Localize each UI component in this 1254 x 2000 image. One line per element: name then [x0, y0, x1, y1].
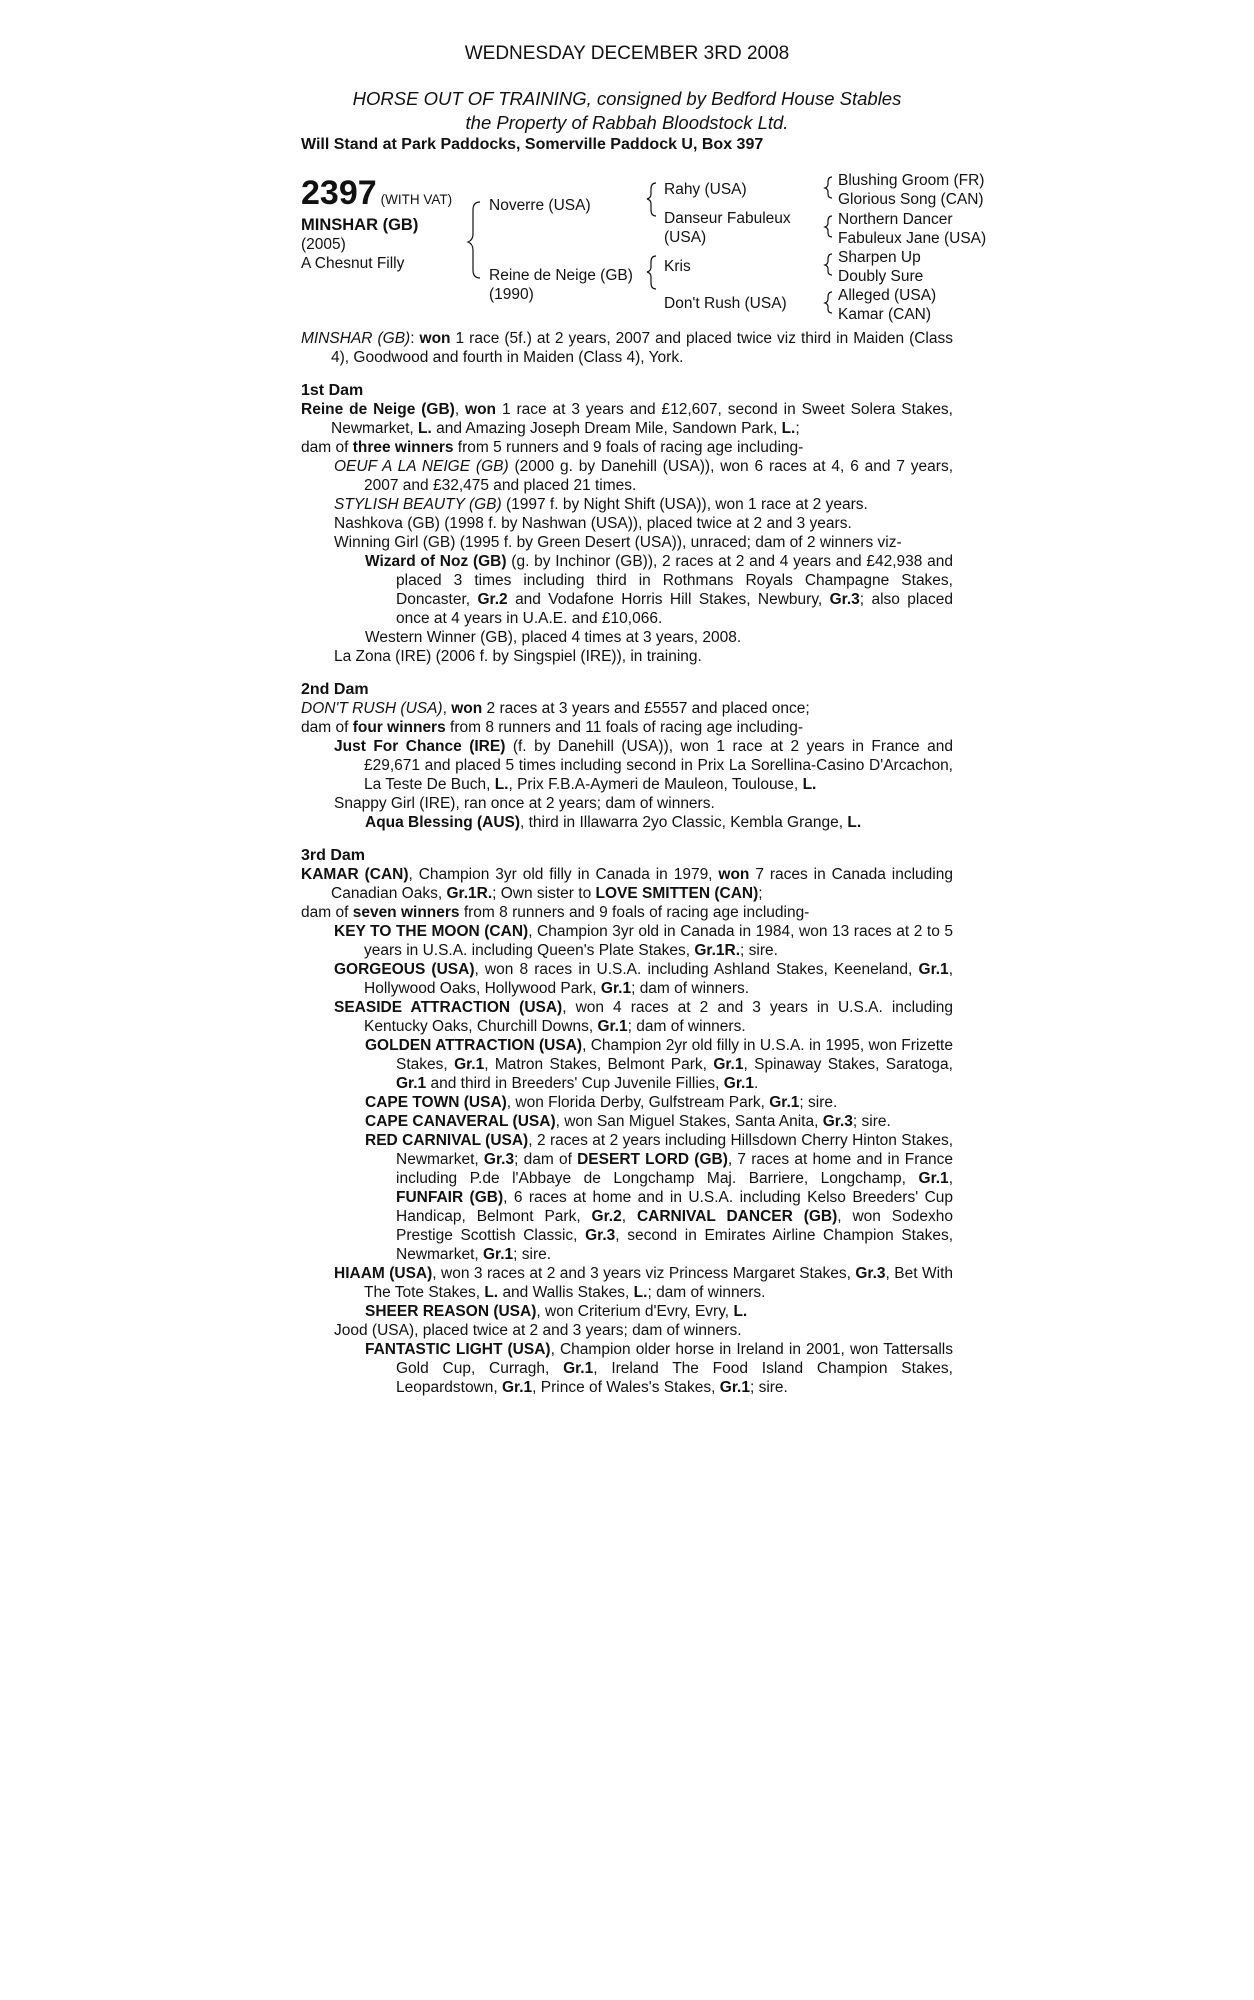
grade-label: Gr.1	[597, 1018, 628, 1035]
produce-name: RED CARNIVAL (USA)	[365, 1132, 529, 1149]
produce-entry	[301, 1340, 953, 1397]
dam-dam-dam: Kamar (CAN)	[838, 306, 932, 323]
produce-text: ,	[948, 1170, 953, 1187]
listed-label: L.	[733, 1303, 748, 1320]
produce-name: Wizard of Noz (GB)	[365, 553, 507, 570]
produce-name: CAPE TOWN (USA)	[365, 1094, 507, 1111]
grade-label: Gr.1	[483, 1246, 514, 1263]
listed-label: L.	[633, 1284, 648, 1301]
produce-text: ; sire.	[740, 942, 778, 959]
listed-label: L.	[418, 420, 432, 437]
record-text: , Champion 3yr old filly in Canada in 1979,	[408, 866, 713, 883]
record-text: 1 race at 3 years and £12,607, second in Sweet Solera Stakes, Newmarket,	[331, 401, 953, 437]
produce-entry	[301, 813, 953, 832]
produce-name: CARNIVAL DANCER (GB)	[636, 1208, 838, 1225]
listed-label: L.	[781, 420, 796, 437]
summary-text: from 8 runners and 11 foals of racing age including-	[450, 719, 804, 736]
consignor-line-1: HORSE OUT OF TRAINING, consigned by Bedford House Stables	[352, 88, 902, 109]
third-dam-record	[301, 865, 953, 903]
produce-text: , won Sodexho Prestige Scottish Classic,	[396, 1208, 953, 1244]
listed-label: L.	[494, 776, 509, 793]
produce-name: STYLISH BEAUTY (GB)	[334, 496, 502, 513]
produce-entry: Nashkova (GB) (1998 f. by Nashwan (USA)), placed twice at 2 and 3 years.	[334, 515, 852, 532]
produce-text: ,	[621, 1208, 627, 1225]
grade-label: Gr.3	[855, 1265, 886, 1282]
record-text: ; Own sister to	[492, 885, 592, 902]
won-label: won	[451, 700, 483, 717]
record-text: 7 races in Canada including Canadian Oaks,	[331, 866, 953, 902]
produce-entry: Snappy Girl (IRE), ran once at 2 years; dam of winners.	[334, 795, 715, 812]
horse-description: A Chesnut Filly	[301, 255, 405, 272]
produce-text: , third in Illawarra 2yo Classic, Kembla Grange,	[520, 814, 844, 831]
produce-entry	[301, 552, 953, 628]
race-record-text: 1 race (5f.) at 2 years, 2007 and placed twice viz third in Maiden (Class 4), Goodwood and fourth in Maiden (Class 4), York.	[331, 330, 953, 366]
produce-entry: Jood (USA), placed twice at 2 and 3 years; dam of winners.	[334, 1322, 742, 1339]
produce-name: SHEER REASON (USA)	[365, 1303, 537, 1320]
grade-label: Gr.3	[483, 1151, 515, 1168]
produce-text: , won Criterium d'Evry, Evry,	[536, 1303, 730, 1320]
produce-entry	[301, 1264, 953, 1302]
produce-entry	[301, 960, 953, 998]
listed-label: L.	[847, 814, 862, 831]
grade-label: Gr.1	[563, 1360, 594, 1377]
produce-name: FANTASTIC LIGHT (USA)	[365, 1341, 551, 1358]
sire-dam-sire: Northern Dancer	[838, 211, 953, 228]
produce-name: OEUF A LA NEIGE (GB)	[334, 458, 509, 475]
summary-text: dam of	[301, 719, 349, 736]
won-label: won	[718, 866, 750, 883]
won-label: won	[465, 401, 497, 418]
produce-text: ; dam of winners.	[647, 1284, 766, 1301]
produce-text: , won 3 races at 2 and 3 years viz Princess Margaret Stakes,	[432, 1265, 851, 1282]
catalogue-page	[301, 43, 987, 1397]
first-dam-record: Reine de Neige (GB), won 1 race at 3 years and £12,607, second in Sweet Solera Stakes, Newmarket, L. and Amazing Joseph Dream Mile, Sandown Park, L.;	[301, 401, 953, 437]
sire-sire: Rahy (USA)	[664, 181, 747, 198]
sire-sire-dam: Glorious Song (CAN)	[838, 191, 984, 208]
stand-location: Will Stand at Park Paddocks, Somerville Paddock U, Box 397	[301, 136, 764, 153]
dam-line-2: (1990)	[489, 286, 534, 303]
second-dam-heading: 2nd Dam	[301, 681, 369, 698]
produce-entry	[301, 457, 953, 495]
dam-dam-sire: Alleged (USA)	[838, 287, 937, 304]
third-dam-heading: 3rd Dam	[301, 847, 366, 864]
produce-text: .	[753, 1075, 759, 1092]
produce-entry	[301, 737, 953, 794]
produce-text: , 2 races at 2 years including Hillsdown Cherry Hinton Stakes, Newmarket,	[396, 1132, 954, 1168]
produce-entry	[301, 1131, 953, 1264]
horse-year: (2005)	[301, 236, 346, 253]
produce-name: CAPE CANAVERAL (USA)	[365, 1113, 556, 1130]
grade-label: Gr.1	[769, 1094, 800, 1111]
produce-text: ; sire.	[852, 1113, 891, 1130]
winner-count: seven winners	[352, 904, 460, 921]
produce-text: , 6 races at home and in U.S.A. including Kelso Breeders' Cup Handicap, Belmont Park,	[396, 1189, 953, 1225]
summary-text: from 8 runners and 9 foals of racing age including-	[463, 904, 810, 921]
produce-name: DESERT LORD (GB)	[577, 1151, 728, 1168]
grade-label: Gr.2	[477, 591, 508, 608]
produce-text: ; also placed once at 4 years in U.A.E. and £10,066.	[396, 591, 953, 627]
consignor-line-2: the Property of Rabbah Bloodstock Ltd.	[465, 112, 789, 133]
horse-name: MINSHAR (GB)	[301, 216, 419, 234]
produce-text: , Champion older horse in Ireland in 2001, won Tattersalls Gold Cup, Curragh,	[396, 1341, 953, 1377]
produce-entry	[301, 922, 953, 960]
produce-text: , won 8 races in U.S.A. including Ashland Stakes, Keeneland,	[474, 961, 913, 978]
grade-label: Gr.1	[719, 1379, 750, 1396]
record-text: ;	[795, 420, 800, 437]
produce-entry: La Zona (IRE) (2006 f. by Singspiel (IRE)), in training.	[334, 648, 702, 665]
dam-line-1: Reine de Neige (GB)	[489, 267, 633, 284]
produce-name: KEY TO THE MOON (CAN)	[334, 923, 529, 940]
produce-text: , Spinaway Stakes, Saratoga,	[743, 1056, 953, 1073]
sire: Noverre (USA)	[489, 197, 591, 214]
produce-text: (g. by Inchinor (GB)), 2 races at 2 and 4 years and £42,938 and placed 3 times including third in Rothmans Royals Champagne Stakes, Doncaster,	[396, 553, 953, 608]
grade-label: Gr.1	[502, 1379, 533, 1396]
produce-text: , second in Emirates Airline Champion Stakes, Newmarket,	[396, 1227, 954, 1263]
winner-count: three winners	[352, 439, 454, 456]
produce-text: , won Florida Derby, Gulfstream Park,	[506, 1094, 765, 1111]
produce-name: Aqua Blessing (AUS)	[365, 814, 521, 831]
produce-text: and Wallis Stakes,	[502, 1284, 630, 1301]
grade-label: Gr.1	[723, 1075, 754, 1092]
dam-dam: Don't Rush (USA)	[664, 295, 787, 312]
listed-label: L.	[484, 1284, 499, 1301]
summary-text: dam of	[301, 904, 349, 921]
produce-text: , Ireland The Food Island Champion Stakes, Leopardstown,	[396, 1360, 953, 1396]
produce-name: GOLDEN ATTRACTION (USA)	[365, 1037, 583, 1054]
produce-text: , 7 races at home and in France including P.de l'Abbaye de Longchamp Maj. Barriere, Longchamp,	[396, 1151, 954, 1187]
sire-dam-line-1: Danseur Fabuleux	[664, 210, 791, 227]
produce-name: SEASIDE ATTRACTION (USA)	[334, 999, 563, 1016]
record-text: and Amazing Joseph Dream Mile, Sandown Park,	[436, 420, 778, 437]
dam-sire: Kris	[664, 258, 691, 275]
second-dam-section	[301, 680, 953, 832]
first-dam-name: Reine de Neige (GB)	[301, 401, 455, 418]
grade-label: Gr.1	[396, 1075, 427, 1092]
second-dam-record: DON'T RUSH (USA), won 2 races at 3 years and £5557 and placed once;	[301, 700, 810, 717]
race-record: MINSHAR (GB): won 1 race (5f.) at 2 years, 2007 and placed twice viz third in Maiden (Class 4), Goodwood and fourth in Maiden (Class 4), York.	[301, 330, 953, 366]
dam-sire-dam: Doubly Sure	[838, 268, 924, 285]
second-dam-produce-summary	[301, 718, 953, 737]
race-record-name: MINSHAR (GB)	[301, 330, 411, 347]
sire-dam-line-2: (USA)	[664, 229, 707, 246]
produce-text: , Hollywood Oaks, Hollywood Park,	[364, 961, 953, 997]
record-text: ;	[758, 885, 763, 902]
third-dam-produce-summary	[301, 903, 953, 922]
produce-entry	[301, 1036, 953, 1093]
grade-label: Gr.1	[600, 980, 632, 997]
grade-label: Gr.3	[585, 1227, 616, 1244]
vat-note: (WITH VAT)	[380, 192, 453, 207]
produce-name: FUNFAIR (GB)	[396, 1189, 504, 1206]
grade-label: Gr.1	[918, 1170, 949, 1187]
sister-name: LOVE SMITTEN (CAN)	[595, 885, 759, 902]
produce-text: ; dam of winners.	[627, 1018, 746, 1035]
grade-label: Gr.1	[454, 1056, 485, 1073]
produce-entry	[301, 998, 953, 1036]
produce-text: , won San Miguel Stakes, Santa Anita,	[555, 1113, 819, 1130]
produce-text: ; dam of	[514, 1151, 572, 1168]
produce-text: , Champion 3yr old in Canada in 1984, won 13 races at 2 to 5 years in U.S.A. including Queen's Plate Stakes,	[364, 923, 953, 959]
produce-entry: Winning Girl (GB) (1995 f. by Green Desert (USA)), unraced; dam of 2 winners viz-	[334, 534, 902, 551]
grade-label: Gr.3	[829, 591, 860, 608]
winner-count: four winners	[352, 719, 446, 736]
produce-text: and third in Breeders' Cup Juvenile Fillies,	[430, 1075, 720, 1092]
produce-text: ; dam of winners.	[631, 980, 750, 997]
summary-text: dam of	[301, 439, 349, 456]
produce-text: ; sire.	[799, 1094, 838, 1111]
pedigree-block	[301, 172, 987, 329]
first-dam-section	[301, 381, 953, 666]
grade-label: Gr.2	[591, 1208, 622, 1225]
produce-text: ; sire.	[513, 1246, 552, 1263]
summary-text: from 5 runners and 9 foals of racing age including-	[457, 439, 804, 456]
produce-entry	[301, 1093, 953, 1112]
lot-number: 2397	[301, 174, 377, 212]
produce-text: (1997 f. by Night Shift (USA)), won 1 race at 2 years.	[505, 496, 868, 513]
third-dam-name: KAMAR (CAN)	[301, 866, 409, 883]
produce-entry	[301, 1302, 953, 1321]
produce-entry: Western Winner (GB), placed 4 times at 3 years, 2008.	[365, 629, 742, 646]
produce-name: GORGEOUS (USA)	[334, 961, 475, 978]
won-label: won	[419, 330, 451, 347]
produce-name: Just For Chance (IRE)	[334, 738, 506, 755]
sale-date: WEDNESDAY DECEMBER 3RD 2008	[464, 43, 790, 64]
produce-text: , Champion 2yr old filly in U.S.A. in 1995, won Frizette Stakes,	[396, 1037, 953, 1073]
grade-label: Gr.1R.	[446, 885, 493, 902]
produce-text: ; sire.	[749, 1379, 788, 1396]
produce-entry	[301, 495, 953, 514]
dam-sire-sire: Sharpen Up	[838, 249, 921, 266]
first-dam-heading: 1st Dam	[301, 382, 364, 399]
produce-name: HIAAM (USA)	[334, 1265, 433, 1282]
third-dam-section	[301, 846, 953, 1397]
listed-label: L.	[802, 776, 817, 793]
first-dam-produce-summary	[301, 438, 953, 457]
grade-label: Gr.3	[822, 1113, 853, 1130]
produce-text: , Bet With The Tote Stakes,	[364, 1265, 954, 1301]
grade-label: Gr.1	[918, 961, 949, 978]
second-dam-name: DON'T RUSH (USA)	[301, 700, 443, 717]
record-text: 2 races at 3 years and £5557 and placed once;	[486, 700, 810, 717]
produce-text: (f. by Danehill (USA)), won 1 race at 2 years in France and £29,671 and placed 5 times including second in Prix La Sorellina-Casino D'Arcachon, La Teste De Buch,	[364, 738, 953, 793]
produce-text: (2000 g. by Danehill (USA)), won 6 races at 4, 6 and 7 years, 2007 and £32,475 and placed 21 times.	[364, 458, 953, 494]
produce-entry	[301, 1112, 953, 1131]
produce-text: , won 4 races at 2 and 3 years in U.S.A. including Kentucky Oaks, Churchill Downs,	[364, 999, 954, 1035]
grade-label: Gr.1	[713, 1056, 744, 1073]
produce-text: and Vodafone Horris Hill Stakes, Newbury,	[515, 591, 823, 608]
grade-label: Gr.1R.	[694, 942, 741, 959]
produce-text: , Prince of Wales's Stakes,	[532, 1379, 716, 1396]
sire-sire-sire: Blushing Groom (FR)	[838, 172, 985, 189]
sire-dam-dam: Fabuleux Jane (USA)	[838, 230, 987, 247]
produce-text: , Prix F.B.A-Aymeri de Mauleon, Toulouse,	[508, 776, 799, 793]
produce-text: , Matron Stakes, Belmont Park,	[484, 1056, 707, 1073]
